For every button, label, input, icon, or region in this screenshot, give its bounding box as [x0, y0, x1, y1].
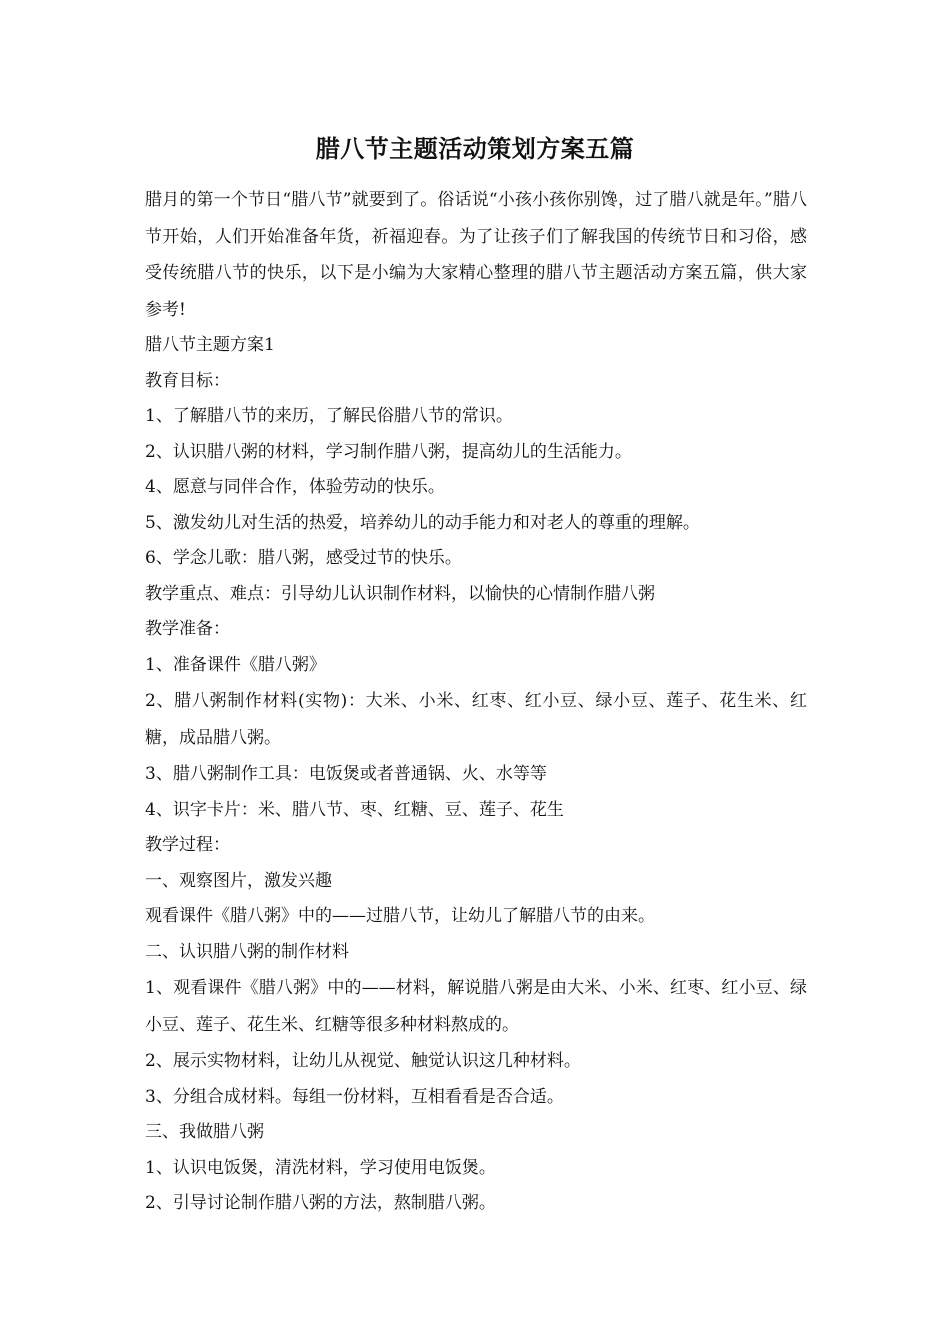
process-item: 2、引导讨论制作腊八粥的方法，熬制腊八粥。: [145, 1193, 496, 1213]
prep-item: 3、腊八粥制作工具：电饭煲或者普通锅、火、水等等: [145, 764, 547, 784]
prep-item: 1、准备课件《腊八粥》: [145, 654, 326, 675]
process-item: 1、观看课件《腊八粥》中的——材料，解说腊八粥是由大米、小米、红枣、红小豆、绿小豆、莲子、花生米、红糖等很多种材料熬成的。: [145, 978, 807, 1035]
subsection-heading: 教学准备：: [145, 619, 230, 639]
key-points: 教学重点、难点：引导幼儿认识制作材料，以愉快的心情制作腊八粥: [145, 583, 655, 604]
process-step-heading: 一、观察图片，激发兴趣: [145, 870, 332, 891]
document-body: [145, 182, 807, 1222]
prep-item: 2、腊八粥制作材料(实物)：大米、小米、红枣、红小豆、绿小豆、莲子、花生米、红糖，成品腊八粥。: [145, 691, 807, 748]
subsection-heading: 教学过程：: [145, 835, 230, 855]
goal-item: 4、愿意与同伴合作，体验劳动的快乐。: [145, 477, 445, 497]
process-item: 3、分组合成材料。每组一份材料，互相看看是否合适。: [145, 1086, 564, 1107]
process-item: 观看课件《腊八粥》中的——过腊八节，让幼儿了解腊八节的由来。: [145, 906, 655, 926]
process-step-heading: 三、我做腊八粥: [145, 1122, 264, 1142]
prep-item: 4、识字卡片：米、腊八节、枣、红糖、豆、莲子、花生: [145, 799, 564, 820]
goal-item: 6、学念儿歌：腊八粥，感受过节的快乐。: [145, 548, 462, 568]
subsection-heading: 教育目标：: [145, 370, 230, 391]
goal-item: 1、了解腊八节的来历，了解民俗腊八节的常识。: [145, 406, 513, 426]
goal-item: 2、认识腊八粥的材料，学习制作腊八粥，提高幼儿的生活能力。: [145, 441, 632, 462]
document-title: 腊八节主题活动策划方案五篇: [315, 134, 635, 163]
goal-item: 5、激发幼儿对生活的热爱，培养幼儿的动手能力和对老人的尊重的理解。: [145, 512, 700, 533]
process-step-heading: 二、认识腊八粥的制作材料: [145, 941, 349, 962]
process-item: 1、认识电饭煲，清洗材料，学习使用电饭煲。: [145, 1157, 496, 1178]
process-item: 2、展示实物材料，让幼儿从视觉、触觉认识这几种材料。: [145, 1051, 581, 1071]
intro-paragraph: 腊月的第一个节日“腊八节”就要到了。俗话说“小孩小孩你别馋，过了腊八就是年。”腊八节开始，人们开始准备年货，祈福迎春。为了让孩子们了解我国的传统节日和习俗，感受传统腊八节的快乐，以下是小编为大家精心整理的腊八节主题活动方案五篇，供大家参考!: [145, 190, 807, 320]
section-heading: 腊八节主题方案1: [145, 335, 275, 355]
